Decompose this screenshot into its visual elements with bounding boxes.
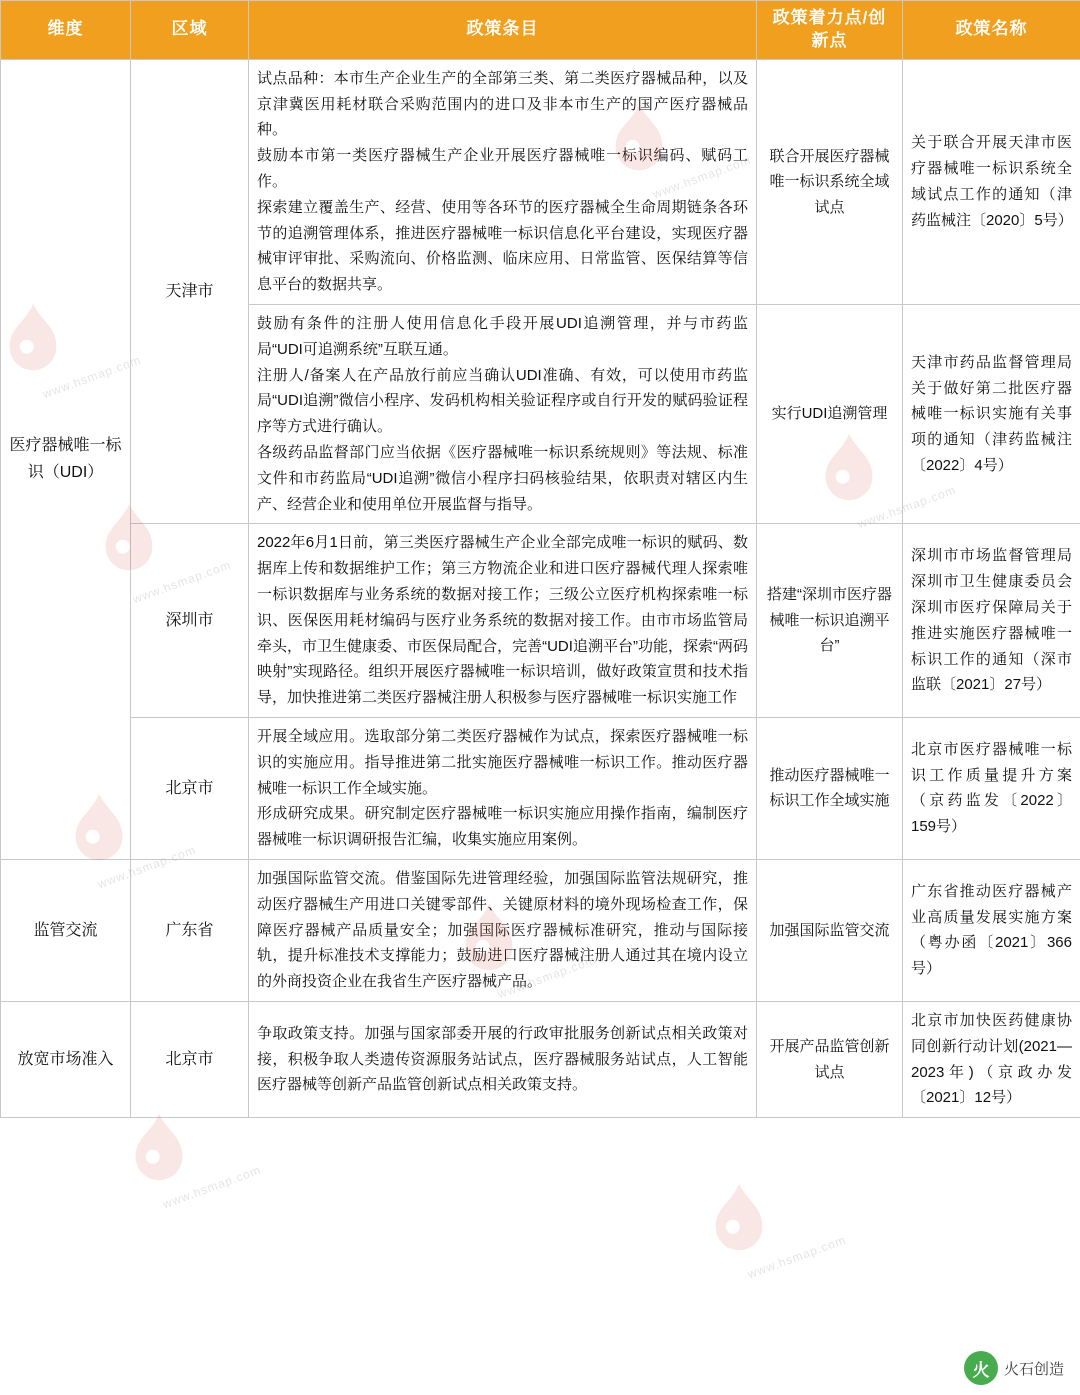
cell-policy-item [249,305,757,524]
cell-policy-name: 北京市加快医药健康协同创新行动计划(2021—2023年)（京政办发〔2021〕12号） [903,1001,1080,1117]
column-header-region: 区域 [131,1,249,60]
watermark-url: www.hsmap.com [745,1232,848,1282]
watermark-url: www.hsmap.com [855,482,958,532]
watermark-url: www.hsmap.com [160,1162,263,1212]
watermark-url: www.hsmap.com [495,952,598,1002]
cell-policy-name: 广东省推动医疗器械产业高质量发展实施方案（粤办函〔2021〕366号） [903,859,1080,1001]
cell-region: 北京市 [131,718,249,860]
policy-paragraph: 争取政策支持。加强与国家部委开展的行政审批服务创新试点相关政策对接，积极争取人类遗传资源服务站试点，医疗器械服务站试点，人工智能医疗器械等创新产品监管创新试点相关政策支持。 [257,1024,748,1094]
cell-dimension: 医疗器械唯一标识（UDI） [1,59,131,859]
table-row [1,524,1080,718]
cell-policy-name: 深圳市市场监督管理局 深圳市卫生健康委员会 深圳市医疗保障局关于推进实施医疗器械唯一标识工作的通知（深市监联〔2021〕27号） [903,524,1080,718]
table-header-row [1,1,1080,60]
watermark-logo [700,1180,778,1258]
cell-region: 北京市 [131,1001,249,1117]
column-header-policy-item: 政策条目 [249,1,757,60]
cell-policy-name: 关于联合开展天津市医疗器械唯一标识系统全域试点工作的通知（津药监械注〔2020〕5号） [903,59,1080,304]
cell-policy-item [249,59,757,304]
cell-policy-focus: 开展产品监管创新试点 [757,1001,903,1117]
cell-policy-focus: 推动医疗器械唯一标识工作全域实施 [757,718,903,860]
column-header-policy-name: 政策名称 [903,1,1080,60]
brand-label: 火石创造 [1003,1360,1064,1378]
table-row [1,59,1080,304]
policy-paragraph: 鼓励有条件的注册人使用信息化手段开展UDI追溯管理，并与市药监局“UDI可追溯系统”互联互通。 [257,315,748,358]
table-row [1,859,1080,1001]
cell-policy-focus: 加强国际监管交流 [757,859,903,1001]
cell-policy-item [249,859,757,1001]
table-row [1,718,1080,860]
table-row [1,1001,1080,1117]
cell-policy-focus: 搭建“深圳市医疗器械唯一标识追溯平台” [757,524,903,718]
policy-paragraph: 试点品种：本市生产企业生产的全部第三类、第二类医疗器械品种，以及京津冀医用耗材联合采购范围内的进口及非本市生产的国产医疗器械品种。 [257,69,748,139]
cell-policy-name: 北京市医疗器械唯一标识工作质量提升方案（京药监发〔2022〕159号） [903,718,1080,860]
brand-logo [964,1351,1064,1385]
cell-policy-item [249,1001,757,1117]
watermark-url: www.hsmap.com [95,842,198,892]
policy-paragraph: 各级药品监督部门应当依据《医疗器械唯一标识系统规则》等法规、标准文件和市药监局“UDI追溯”微信小程序扫码核验结果，依职责对辖区内生产、经营企业和使用单位开展监督与指导。 [257,444,748,513]
watermark-url: www.hsmap.com [650,152,753,202]
column-header-policy-focus: 政策着力点/创新点 [757,1,903,60]
cell-region: 广东省 [131,859,249,1001]
watermark-url: www.hsmap.com [130,557,233,607]
column-header-dimension: 维度 [1,1,131,60]
cell-dimension: 监管交流 [1,859,131,1001]
brand-badge-icon: 火 [964,1351,998,1385]
cell-policy-focus: 联合开展医疗器械唯一标识系统全域试点 [757,59,903,304]
cell-region: 天津市 [131,59,249,524]
policy-paragraph: 加强国际监管交流。借鉴国际先进管理经验，加强国际监管法规研究，推动医疗器械生产用进口关键零部件、关键原材料的境外现场检查工作，保障医疗器械产品质量安全；加强国际医疗器械标准研究，推动与国际接轨，提升标准技术支撑能力；鼓励进口医疗器械注册人通过其在境内设立的外商投资企业在我省生产医疗器械产品。 [257,869,748,991]
policy-paragraph: 2022年6月1日前，第三类医疗器械生产企业全部完成唯一标识的赋码、数据库上传和数据维护工作；第三方物流企业和进口医疗器械代理人探索唯一标识数据库与业务系统的数据对接工作；三级公立医疗机构探索唯一标识、医保医用耗材编码与医疗业务系统的数据对接工作。由市市场监管局牵头，市卫生健康委、市医保局配合，完善“UDI追溯平台”功能，探索“两码映射”实现路径。组织开展医疗器械唯一标识培训，做好政策宣贯和技术指导，加快推进第二类医疗器械注册人积极参与医疗器械唯一标识实施工作 [257,534,748,707]
policy-paragraph: 鼓励本市第一类医疗器械生产企业开展医疗器械唯一标识编码、赋码工作。 [257,147,748,191]
cell-dimension: 放宽市场准入 [1,1001,131,1117]
cell-policy-item [249,718,757,860]
cell-policy-item [249,524,757,718]
watermark-url: www.hsmap.com [40,352,143,402]
policy-paragraph: 开展全域应用。选取部分第二类医疗器械作为试点，探索医疗器械唯一标识的实施应用。指导推进第二批实施医疗器械唯一标识工作。推动医疗器械唯一标识工作全域实施。 [257,728,748,797]
policy-paragraph: 探索建立覆盖生产、经营、使用等各环节的医疗器械全生命周期链条各环节的追溯管理体系，推进医疗器械唯一标识信息化平台建设，实现医疗器械审评审批、采购流向、价格监测、临床应用、日常监管、医保结算等信息平台的数据共享。 [257,198,748,294]
cell-policy-focus: 实行UDI追溯管理 [757,305,903,524]
cell-policy-name: 天津市药品监督管理局关于做好第二批医疗器械唯一标识实施有关事项的通知（津药监械注〔2022〕4号） [903,305,1080,524]
watermark-logo [120,1110,198,1188]
policy-paragraph: 注册人/备案人在产品放行前应当确认UDI准确、有效，可以使用市药监局“UDI追溯”微信小程序、发码机构相关验证程序或自行开发的赋码验证程序等方式进行确认。 [257,366,748,436]
policy-paragraph: 形成研究成果。研究制定医疗器械唯一标识实施应用操作指南，编制医疗器械唯一标识调研报告汇编，收集实施应用案例。 [257,805,748,849]
cell-region: 深圳市 [131,524,249,718]
